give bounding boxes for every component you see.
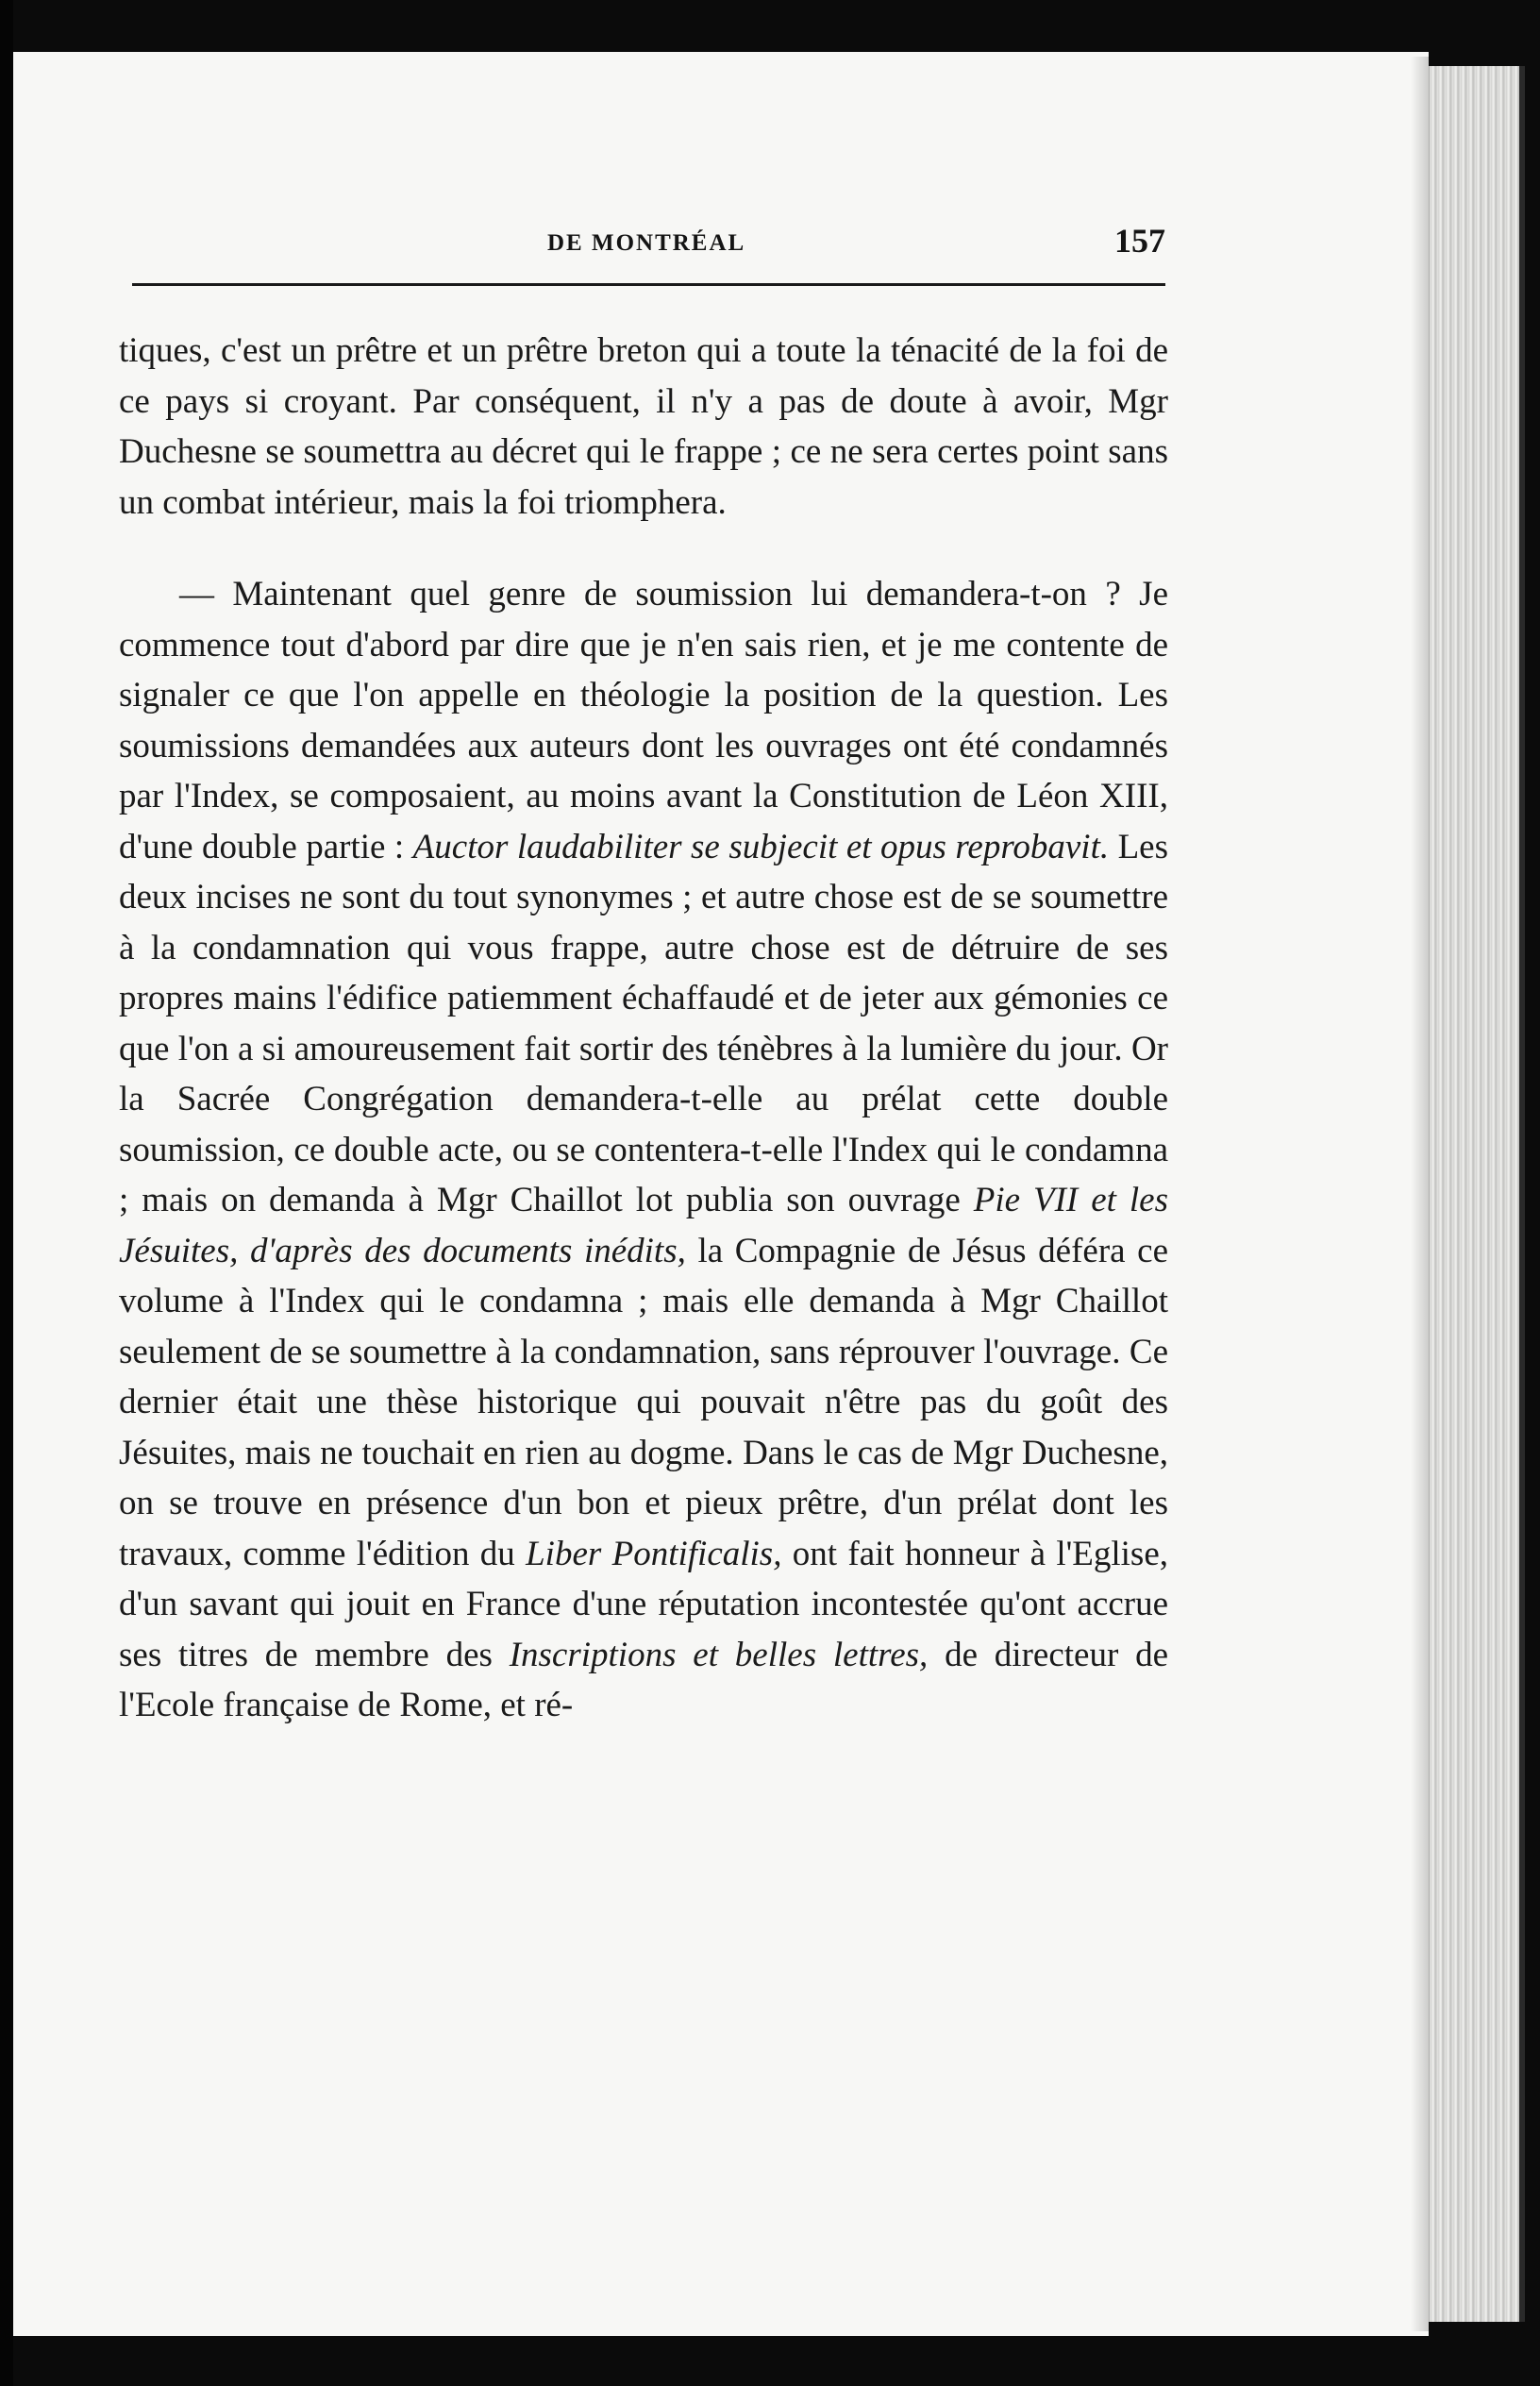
text-run: ont fait honneur à l'Eglise, d'un savant qui jouit en France d'une réputation incontestée qu'ont accrue ses titres de membre des <box>119 1534 1169 1674</box>
italic-title: Liber Pontificalis, <box>526 1534 782 1573</box>
text-run: la Compagnie de Jésus déféra ce volume à l'Index qui le condamna ; mais elle demanda à Mgr Chaillot seulement de se soumettre à la condamnation, sans réprouver l'ouvrage. Ce dernier était une thèse historique qui pouvait n'être pas du goût des Jésuites, mais ne touchait en rien au dogme. Dans le cas de Mgr Duchesne, on se trouve en présence d'un bon et pieux prêtre, d'un prélat dont les travaux, comme l'édition du <box>119 1231 1168 1573</box>
running-head: DE MONTRÉAL <box>547 230 746 256</box>
page-number: 157 <box>1114 222 1165 260</box>
scan-left-border <box>0 0 13 2386</box>
paragraph <box>119 326 1168 528</box>
text-run: de directeur de l'Ecole française de Rome, et ré- <box>119 1635 1168 1724</box>
text-run: — Maintenant quel genre de soumission lui demandera-t-on ? Je commence tout d'abord par dire que je n'en sais rien, et je me contente de signaler ce que l'on appelle en théologie la position de la question. Les soumissions demandées aux auteurs dont les ouvrages ont été condamnés par l'Index, se composaient, au moins avant la Constitution de Léon XIII, d'une double partie : <box>119 575 1168 866</box>
header-rule <box>132 283 1165 286</box>
italic-title: Pie VII et les Jésuites, d'après des documents inédits, <box>119 1181 1168 1270</box>
italic-title: Auctor laudabiliter se subjecit et opus reprobavit. <box>412 827 1110 866</box>
text-run: Les deux incises ne sont du tout synonymes ; et autre chose est de se soumettre à la condamnation qui vous frappe, autre chose est de détruire de ses propres mains l'édifice patiemment échaffaudé et de jeter aux gémonies ce que l'on a si amoureusement fait sortir des ténèbres à la lumière du jour. Or la Sacrée Congrégation demandera-t-elle au prélat cette double soumission, ce double acte, ou se contentera-t-elle l'Index qui le condamna ; mais on demanda à Mgr Chaillot lot publia son ouvrage <box>119 827 1168 1219</box>
page-header <box>132 217 1165 274</box>
book-page-edges <box>1415 66 1525 2322</box>
italic-title: Inscriptions et belles lettres, <box>509 1635 929 1674</box>
text-run: tiques, c'est un prêtre et un prêtre breton qui a toute la ténacité de la foi de ce pays si croyant. Par conséquent, il n'y a pas de doute à avoir, Mgr Duchesne se soumettra au décret qui le frappe ; ce ne sera certes point sans un combat intérieur, mais la foi triomphera. <box>119 331 1168 522</box>
page-shadow <box>1411 57 1430 2331</box>
paragraph <box>119 569 1168 1731</box>
body-text <box>119 326 1168 1731</box>
